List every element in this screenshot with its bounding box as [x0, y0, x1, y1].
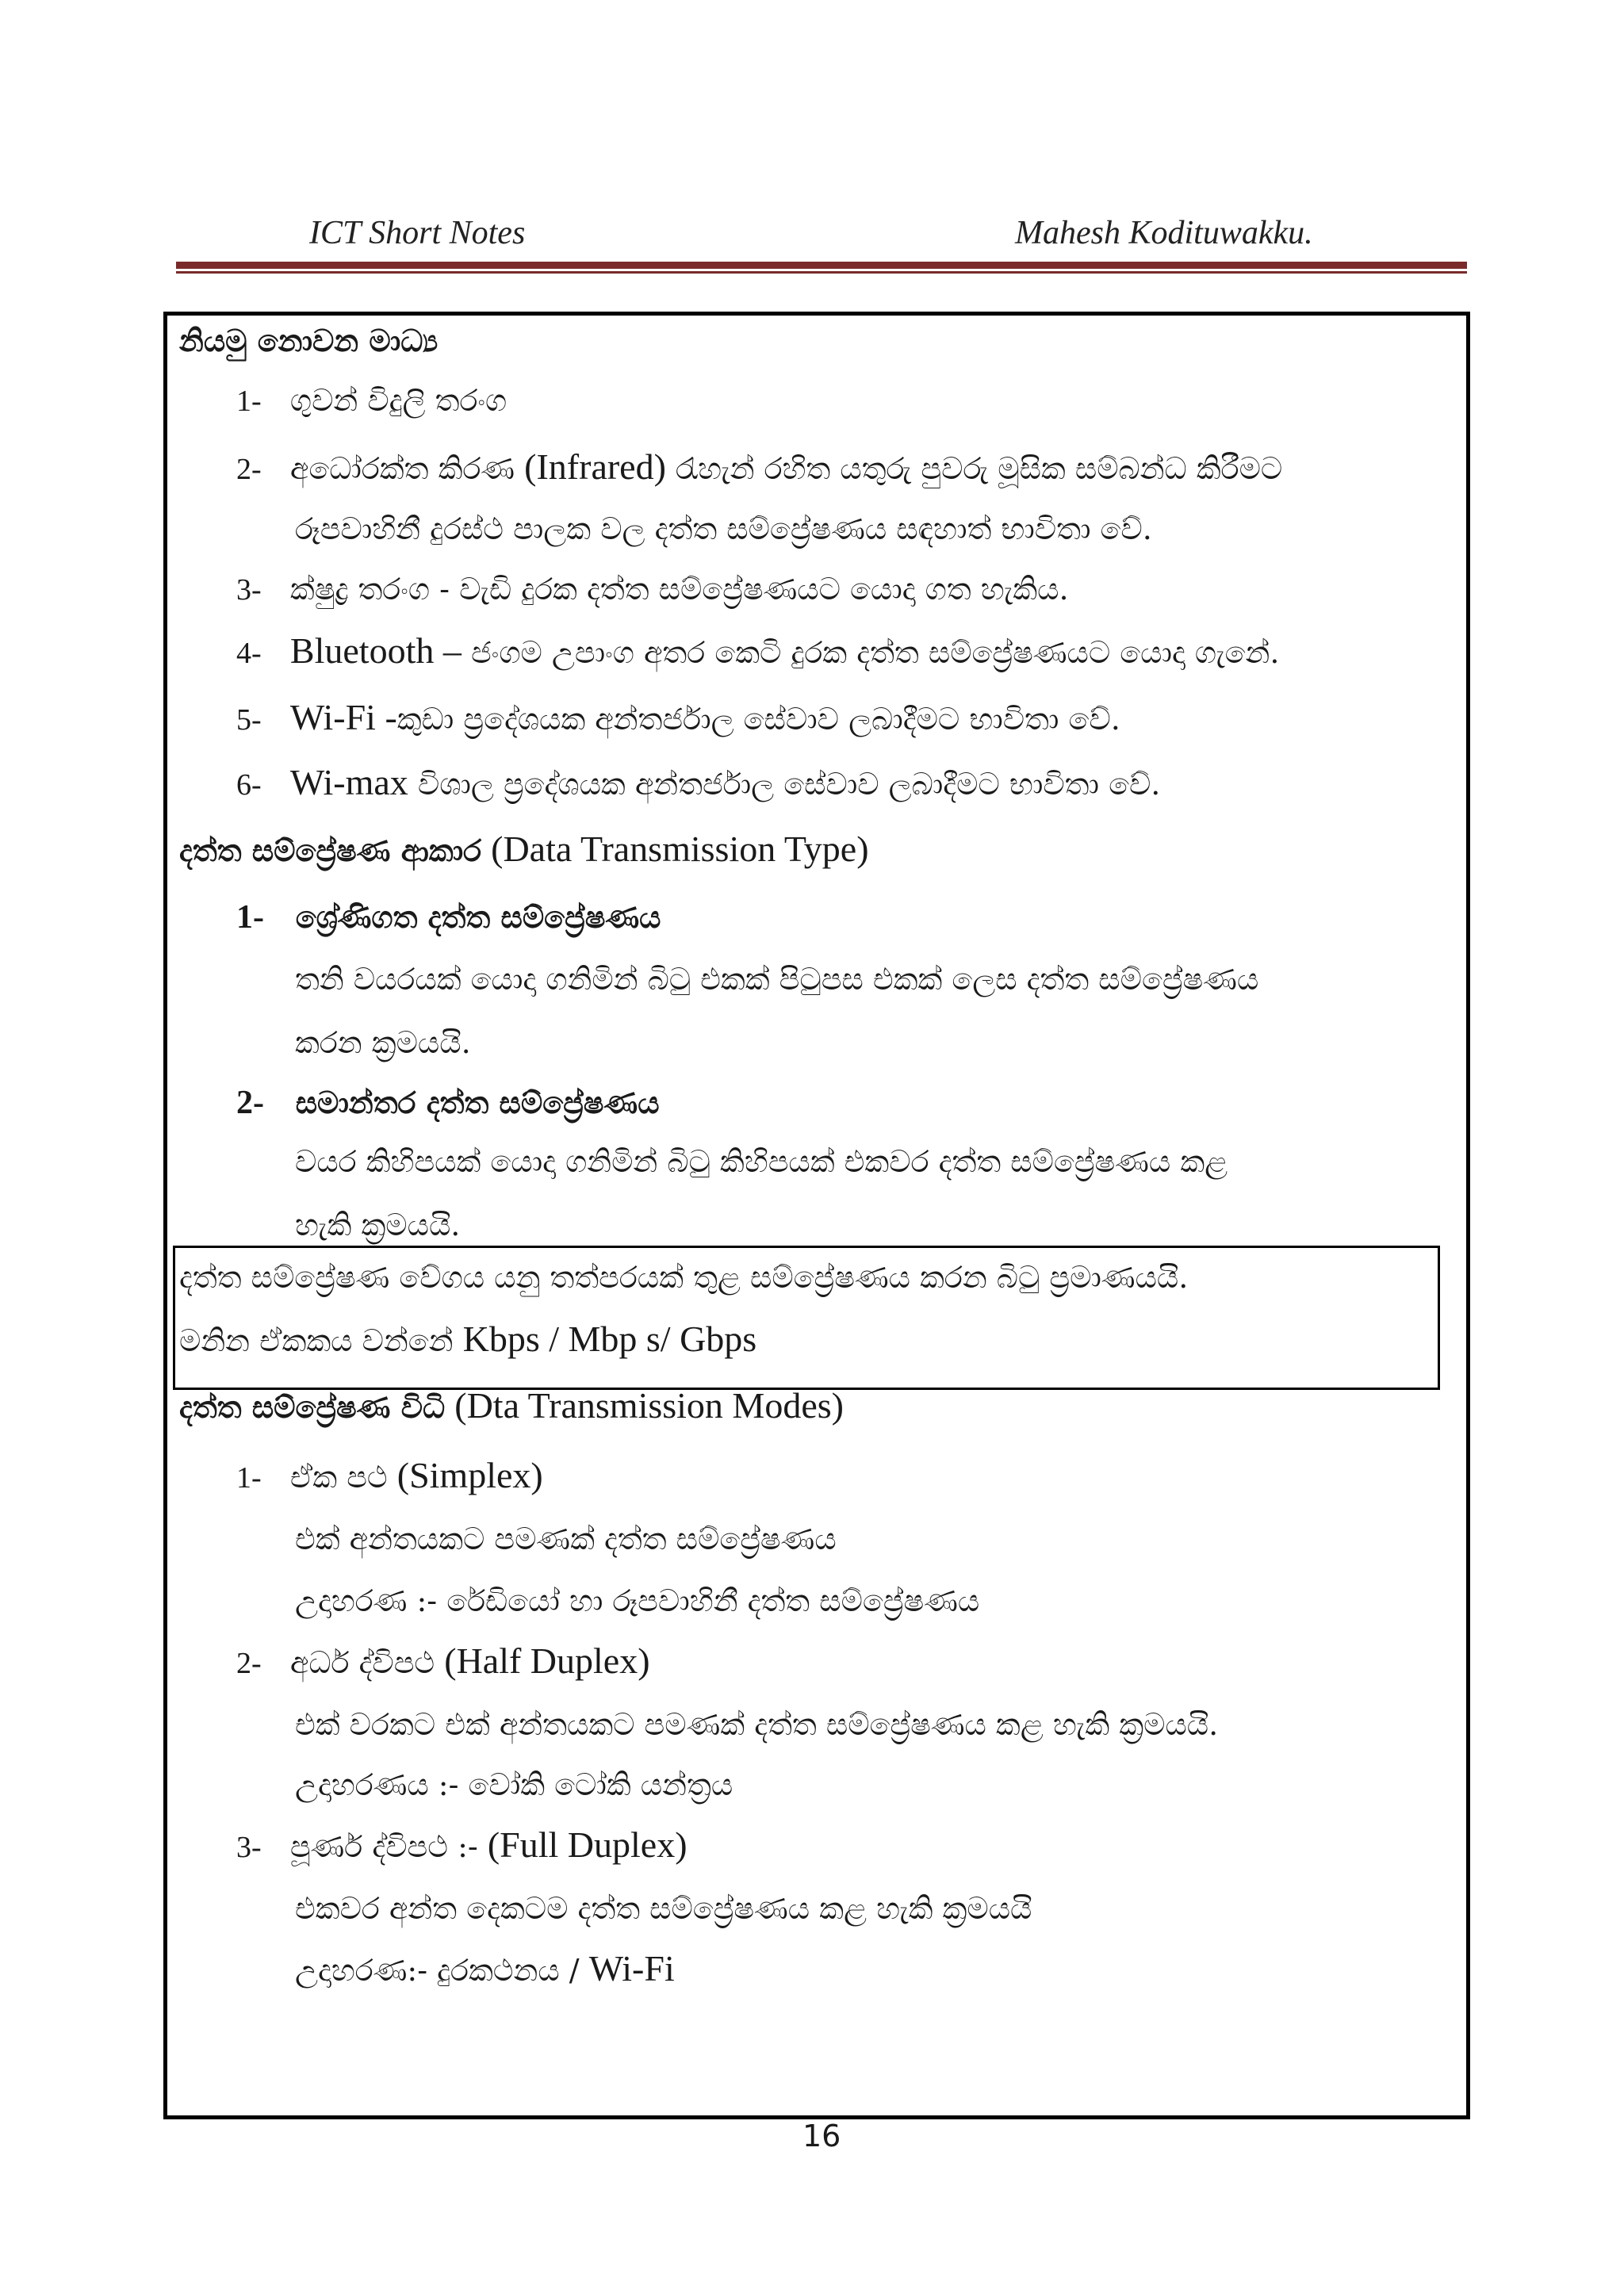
mode-description: එකවර අන්ත දෙකටම දත්ත සම්ප්‍රේෂණය කළ හැකි ක්‍රමයයි	[295, 1891, 1032, 1926]
header-rule-thin	[176, 271, 1467, 274]
list-item: 6- Wi-max විශාල ප්‍රදේශයක අන්තර්ජාල සේවාව ලබාදීමට භාවිතා වේ.	[236, 762, 1161, 802]
list-item: 5- Wi-Fi -කුඩා ප්‍රදේශයක අන්තර්ජාල සේවාව ලබාදීමට භාවිතා වේ.	[236, 697, 1120, 737]
mode-description: එක් වරකට එක් අන්තයකට පමණක් දත්ත සම්ප්‍රේෂණය කළ හැකි ක්‍රමයයි.	[295, 1707, 1219, 1742]
mode-example: උදාහරණ :- රේඩියෝ හා රූපවාහිනී දත්ත සම්ප්‍රේෂණය	[295, 1583, 980, 1618]
speed-units: මනින ඒකකය වන්නේ Kbps / Mbp s/ Gbps	[179, 1319, 757, 1359]
list-item: 4- Bluetooth – ජංගම උපාංග අතර කෙටි දුරක දත්ත සම්ප්‍රේෂණයට යොදා ගැනේ.	[236, 630, 1280, 671]
mode-title: 1- ඒක පථ (Simplex)	[236, 1455, 543, 1495]
mode-example: උදාහරණය :- වෝකි ටෝකි යන්ත්‍රය	[295, 1767, 733, 1802]
paragraph: තනි වයරයක් යොදා ගනිමින් බිටු එකක් පිටුපස එකක් ලෙස දත්ත සම්ප්‍රේෂණය	[295, 962, 1259, 997]
header-title: ICT Short Notes	[309, 215, 526, 251]
mode-description: එක් අන්තයකට පමණක් දත්ත සම්ප්‍රේෂණය	[295, 1522, 837, 1556]
speed-definition: දත්ත සම්ප්‍රේෂණ වේගය යනු තත්පරයක් තුළ සම්ප්‍රේෂණය කරන බිටු ප්‍රමාණයයි.	[179, 1260, 1189, 1295]
page-number: 16	[802, 2119, 841, 2153]
mode-example: උදාහරණ:- දුරකථනය / Wi-Fi	[295, 1948, 675, 1989]
subheading-parallel: 2- සමාන්තර දත්ත සම්ප්‍රේෂණය	[236, 1085, 660, 1121]
section-heading-modes: දත්ත සම්ප්‍රේෂණ විධි (Dta Transmission Modes)	[179, 1385, 844, 1426]
subheading-serial: 1- ශ්‍රේණිගත දත්ත සම්ප්‍රේෂණය	[236, 899, 661, 936]
header-rule	[176, 262, 1467, 269]
mode-title: 2- අර්ධ ද්විපථ (Half Duplex)	[236, 1640, 650, 1681]
list-item: 2- අධෝරක්ත කිරණ (Infrared) රැහැන් රහිත යතුරු පුවරු මූසික සම්බන්ධ කිරීමට	[236, 446, 1283, 487]
paragraph: කරන ක්‍රමයයි.	[295, 1025, 471, 1060]
section-heading-media: නියමු නොවන මාධ්‍ය	[179, 323, 439, 358]
mode-title: 3- පූර්ණ ද්විපථ :- (Full Duplex)	[236, 1824, 688, 1865]
section-heading-types: දත්ත සම්ප්‍රේෂණ ආකාර (Data Transmission Type)	[179, 829, 869, 869]
list-item: 3- ක්ෂුද්‍ර තරංග - වැඩි දුරක දත්ත සම්ප්‍රේෂණයට යොදා ගත හැකිය.	[236, 572, 1069, 607]
list-item-continuation: රූපවාහිනී දුරස්ථ පාලක වල දත්ත සම්ප්‍රේෂණය සඳහාත් භාවිතා වේ.	[295, 511, 1152, 546]
paragraph: වයර කිහිපයක් යොදා ගනිමින් බිටු කිහිපයක් එකවර දත්ත සම්ප්‍රේෂණය කළ	[295, 1144, 1228, 1179]
list-item: 1- ගුවන් විදුලි තරංග	[236, 383, 508, 418]
header-author: Mahesh Kodituwakku.	[1015, 215, 1313, 251]
paragraph: හැකි ක්‍රමයයි.	[295, 1208, 461, 1242]
